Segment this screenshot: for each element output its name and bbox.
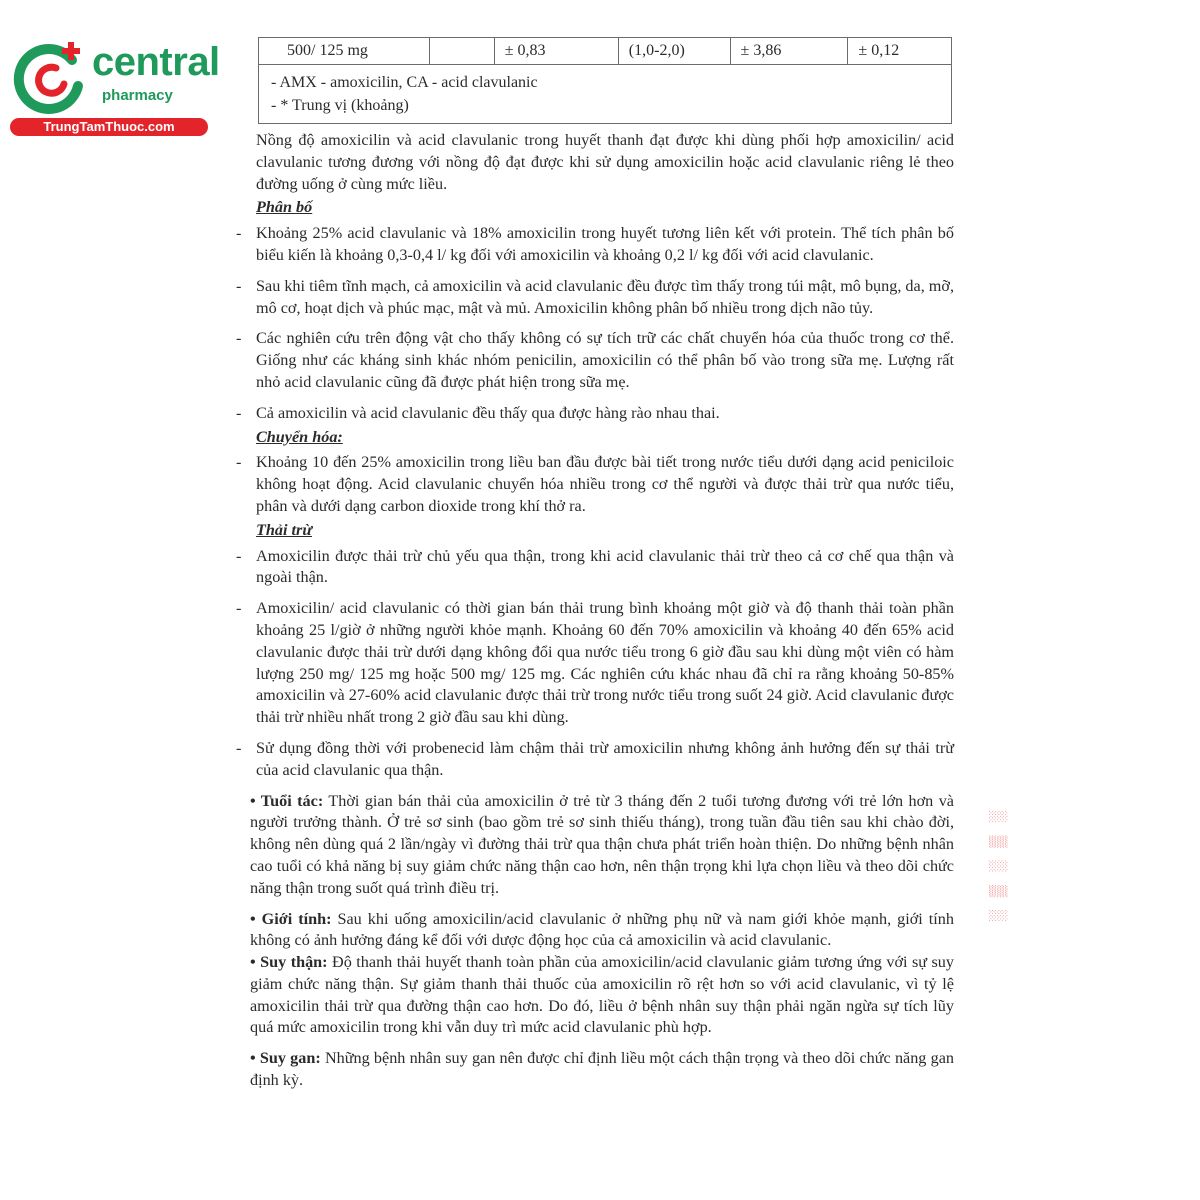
special-population-renal xyxy=(236,952,954,1039)
brand-subtitle: pharmacy xyxy=(102,87,173,104)
list-item: - Sau khi tiêm tĩnh mạch, cả amoxicilin và acid clavulanic đều được tìm thấy trong túi mật, mô bụng, da, mỡ, mô cơ, hoạt dịch và phúc mạc, mật và mủ. Amoxicilin không phân bố nhiều trong dịch não tủy. xyxy=(236,276,954,320)
brand-logo xyxy=(10,36,220,136)
section-heading-distribution: Phân bố xyxy=(256,198,313,217)
stamp-mark: ░ ▒ ░ ▒ ░ xyxy=(988,806,1007,922)
table-cell: (1,0-2,0) xyxy=(618,38,730,65)
table-cell: ± 3,86 xyxy=(730,38,848,65)
list-item: - Khoảng 25% acid clavulanic và 18% amoxicilin trong huyết tương liên kết với protein. Thể tích phân bố biểu kiến là khoảng 0,3-0,4 l/ kg đối với amoxicilin và khoảng 0,2 l/ kg đối với acid clavulanic. xyxy=(236,223,954,267)
brand-name: central xyxy=(92,40,220,84)
document-body xyxy=(236,130,954,1092)
special-label: • Suy thận: xyxy=(250,953,328,972)
list-item: - Khoảng 10 đến 25% amoxicilin trong liều ban đầu được bài tiết trong nước tiểu dưới dạng acid peniciloic không hoạt động. Acid clavulanic chuyển hóa nhiều trong cơ thể người và được thải trừ qua nước tiểu, phân và dưới dạng carbon dioxide trong khí thở ra. xyxy=(236,452,954,517)
section-heading-metabolism: Chuyển hóa: xyxy=(256,427,343,446)
section-heading-elimination: Thải trừ xyxy=(256,520,313,539)
special-label: • Giới tính: xyxy=(250,909,332,928)
table-cell xyxy=(430,38,495,65)
list-item: - Amoxicilin được thải trừ chủ yếu qua thận, trong khi acid clavulanic thải trừ theo cả cơ chế qua thận và ngoài thận. xyxy=(236,546,954,590)
brand-url[interactable]: TrungTamThuoc.com xyxy=(10,118,208,136)
table-row xyxy=(259,38,952,65)
special-label: • Suy gan: xyxy=(250,1049,321,1068)
list-item: - Sử dụng đồng thời với probenecid làm chậm thải trừ amoxicilin nhưng không ảnh hưởng đến sự thải trừ của acid clavulanic qua thận. xyxy=(236,738,954,782)
table-cell: ± 0,12 xyxy=(848,38,952,65)
special-label: • Tuổi tác: xyxy=(250,791,324,810)
special-population-age xyxy=(236,791,954,900)
special-text: Độ thanh thải huyết thanh toàn phần của amoxicilin/acid clavulanic giảm tương ứng với sự suy giảm chức năng thận. Sự giảm thanh thải thuốc của amoxicilin rõ rệt hơn so với acid clavulanic, vì tỷ lệ amoxicilin thải trừ qua đường thận cao hơn. Do đó, liều ở bệnh nhân suy thận phải ngăn ngừa sự tích lũy quá mức amoxicilin trong khi vẫn duy trì mức acid clavulanic phù hợp. xyxy=(250,953,954,1037)
special-population-sex xyxy=(236,909,954,953)
special-population-hepatic xyxy=(236,1048,954,1092)
table-note: - * Trung vị (khoảng) xyxy=(271,97,409,114)
special-text: Những bệnh nhân suy gan nên được chỉ định liều một cách thận trọng và theo dõi chức năng gan định kỳ. xyxy=(250,1049,954,1090)
table-notes xyxy=(259,65,952,124)
list-item: - Cả amoxicilin và acid clavulanic đều thấy qua được hàng rào nhau thai. xyxy=(236,403,954,425)
table-notes-row xyxy=(259,65,952,124)
special-text: Sau khi uống amoxicilin/acid clavulanic ở những phụ nữ và nam giới khỏe mạnh, giới tính không có ảnh hưởng đáng kể đối với dược động học của cả amoxicilin và acid clavulanic. xyxy=(250,909,954,950)
table-cell: ± 0,83 xyxy=(494,38,618,65)
central-pharmacy-logo-icon xyxy=(12,40,90,118)
special-text: Thời gian bán thải của amoxicilin ở trẻ từ 3 tháng đến 2 tuổi tương đương với trẻ lớn hơn và người trưởng thành. Ở trẻ sơ sinh (bao gồm trẻ sơ sinh thiếu tháng), trong tuần đầu tiên sau khi chào đời, không nên dùng quá 2 lần/ngày vì đường thải trừ qua thận chưa phát triển hoàn thiện. Do những bệnh nhân cao tuổi có khả năng bị suy giảm chức năng thận cao hơn, nên thận trọng khi lựa chọn liều và theo dõi chức năng thận trong suốt quá trình điều trị. xyxy=(250,791,954,897)
pharmacokinetic-table xyxy=(258,37,952,124)
table-cell: 500/ 125 mg xyxy=(259,38,430,65)
list-item: - Amoxicilin/ acid clavulanic có thời gian bán thải trung bình khoảng một giờ và độ thanh thải toàn phần khoảng 25 l/giờ ở những người khỏe mạnh. Khoảng 60 đến 70% amoxicilin và khoảng 40 đến 65% acid clavulanic được thải trừ dưới dạng không đổi qua nước tiểu trong 6 giờ đầu sau khi dùng một viên có hàm lượng 250 mg/ 125 mg hoặc 500 mg/ 125 mg. Các nghiên cứu khác nhau đã chỉ ra rằng khoảng 50-85% amoxicilin và 27-60% acid clavulanic được thải trừ trong nước tiểu trong suốt 24 giờ. Acid clavulanic được thải trừ nhiều nhất trong 2 giờ đầu sau khi dùng. xyxy=(236,598,954,729)
intro-paragraph: Nồng độ amoxicilin và acid clavulanic trong huyết thanh đạt được khi dùng phối hợp amoxicilin/ acid clavulanic tương đương với nồng độ đạt được khi sử dụng amoxicilin hoặc acid clavulanic riêng lẻ theo đường uống ở cùng mức liều. xyxy=(256,131,954,193)
table-note: - AMX - amoxicilin, CA - acid clavulanic xyxy=(271,74,538,91)
list-item: - Các nghiên cứu trên động vật cho thấy không có sự tích trữ các chất chuyển hóa của thuốc trong cơ thể. Giống như các kháng sinh khác nhóm penicilin, amoxicilin có thể phân bố vào trong sữa mẹ. Lượng rất nhỏ acid clavulanic cũng đã được phát hiện trong sữa mẹ. xyxy=(236,328,954,393)
